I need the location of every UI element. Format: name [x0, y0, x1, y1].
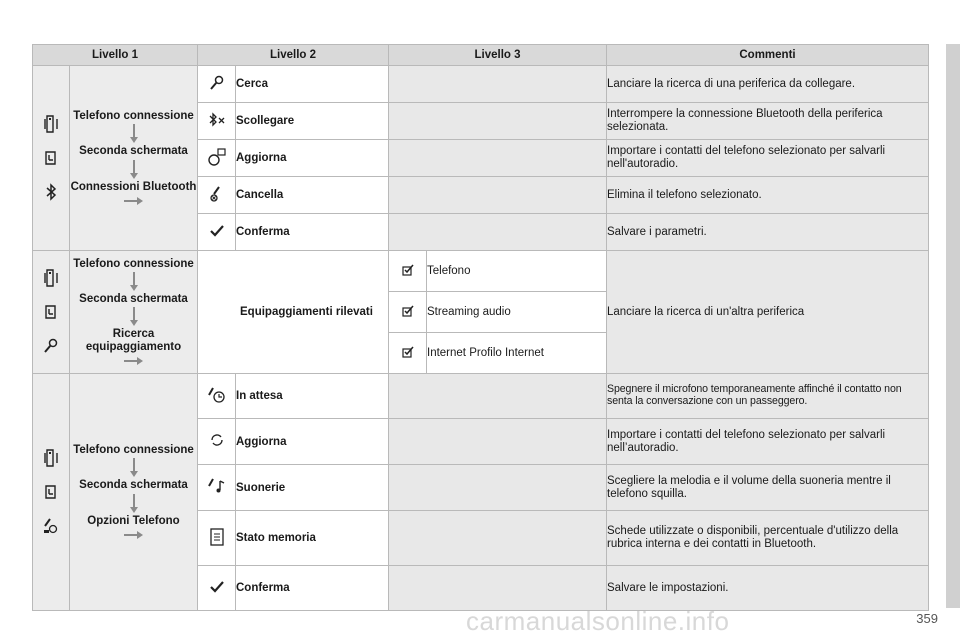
path-step-1: Telefono connessione [73, 257, 194, 270]
level2-label: Equipaggiamenti rilevati [198, 251, 389, 374]
header-livello-1: Livello 1 [33, 45, 198, 66]
down-arrow-icon [129, 307, 139, 327]
option-comment: Spegnere il microfono temporaneamente affinché il contatto non senta la conversazione con un passeggero. [607, 374, 929, 419]
delete-icon [198, 177, 236, 214]
path-step-1: Telefono connessione [73, 444, 194, 457]
path-step-3: Opzioni Telefono [87, 514, 180, 527]
header-row [33, 45, 929, 66]
page-number: 359 [916, 611, 938, 626]
path-step-2: Seconda schermata [79, 292, 188, 305]
option-comment: Lanciare la ricerca di una periferica da collegare. [607, 66, 929, 103]
memory-icon [198, 511, 236, 566]
screen-icon [40, 481, 62, 503]
phone-icon [40, 113, 62, 135]
path-step-2: Seconda schermata [79, 479, 188, 492]
table-row [33, 374, 929, 419]
option-label: Suonerie [236, 465, 389, 511]
option-comment: Importare i contatti del telefono selezionato per salvarli nell’autoradio. [607, 419, 929, 465]
option-comment: Scegliere la melodia e il volume della suoneria mentre il telefono squilla. [607, 465, 929, 511]
refresh-icon [198, 419, 236, 465]
footer-watermark: carmanualsonline.info [466, 606, 730, 636]
right-arrow-icon [124, 196, 144, 206]
down-arrow-icon [129, 160, 139, 180]
down-arrow-icon [129, 458, 139, 478]
level1-icons [33, 66, 70, 251]
option-label: Conferma [236, 566, 389, 611]
screen-icon [40, 147, 62, 169]
level1-icons [33, 374, 70, 611]
path-step-3: Connessioni Bluetooth [70, 180, 197, 193]
down-arrow-icon [129, 272, 139, 292]
checkmark-icon [198, 214, 236, 251]
table-row [33, 66, 929, 103]
option-label: Cerca [236, 66, 389, 103]
table-row [33, 251, 929, 292]
option-label: Cancella [236, 177, 389, 214]
checkbox-icon [389, 292, 427, 333]
search-icon [198, 66, 236, 103]
level3-item: Streaming audio [427, 292, 607, 333]
page-edge-tab [946, 44, 960, 608]
standby-icon [198, 374, 236, 419]
option-label: In attesa [236, 374, 389, 419]
path-step-3: Ricerca equipaggiamento [85, 328, 182, 354]
ringtone-icon [198, 465, 236, 511]
header-commenti: Commenti [607, 45, 929, 66]
header-livello-3: Livello 3 [389, 45, 607, 66]
level3-item: Telefono [427, 251, 607, 292]
phone-icon [40, 447, 62, 469]
phone-icon [40, 267, 62, 289]
level1-icons [33, 251, 70, 374]
down-arrow-icon [129, 124, 139, 144]
option-comment: Elimina il telefono selezionato. [607, 177, 929, 214]
level1-path [70, 374, 198, 611]
bluetooth-disconnect-icon [198, 103, 236, 140]
down-arrow-icon [129, 494, 139, 514]
option-comment: Salvare le impostazioni. [607, 566, 929, 611]
right-arrow-icon [124, 530, 144, 540]
option-label: Aggiorna [236, 419, 389, 465]
right-arrow-icon [124, 356, 144, 366]
option-label: Stato memoria [236, 511, 389, 566]
option-comment: Salvare i parametri. [607, 214, 929, 251]
option-comment: Importare i contatti del telefono selezionato per salvarli nell'autoradio. [607, 140, 929, 177]
checkbox-icon [389, 333, 427, 374]
option-comment: Interrompere la connessione Bluetooth della periferica selezionata. [607, 103, 929, 140]
search-icon [40, 335, 62, 357]
header-livello-2: Livello 2 [198, 45, 389, 66]
path-step-1: Telefono connessione [73, 110, 194, 123]
option-label: Aggiorna [236, 140, 389, 177]
bluetooth-icon [40, 181, 62, 203]
level1-path [70, 66, 198, 251]
phone-settings-icon [40, 515, 62, 537]
option-label: Scollegare [236, 103, 389, 140]
option-comment: Schede utilizzate o disponibili, percentuale d'utilizzo della rubrica interna e dei contatti in Bluetooth. [607, 511, 929, 566]
level1-path [70, 251, 198, 374]
screen-icon [40, 301, 62, 323]
checkbox-icon [389, 251, 427, 292]
checkmark-icon [198, 566, 236, 611]
refresh-contacts-icon [198, 140, 236, 177]
settings-table [32, 44, 929, 611]
path-step-2: Seconda schermata [79, 145, 188, 158]
option-comment: Lanciare la ricerca di un'altra periferica [607, 251, 929, 374]
level3-item: Internet Profilo Internet [427, 333, 607, 374]
option-label: Conferma [236, 214, 389, 251]
